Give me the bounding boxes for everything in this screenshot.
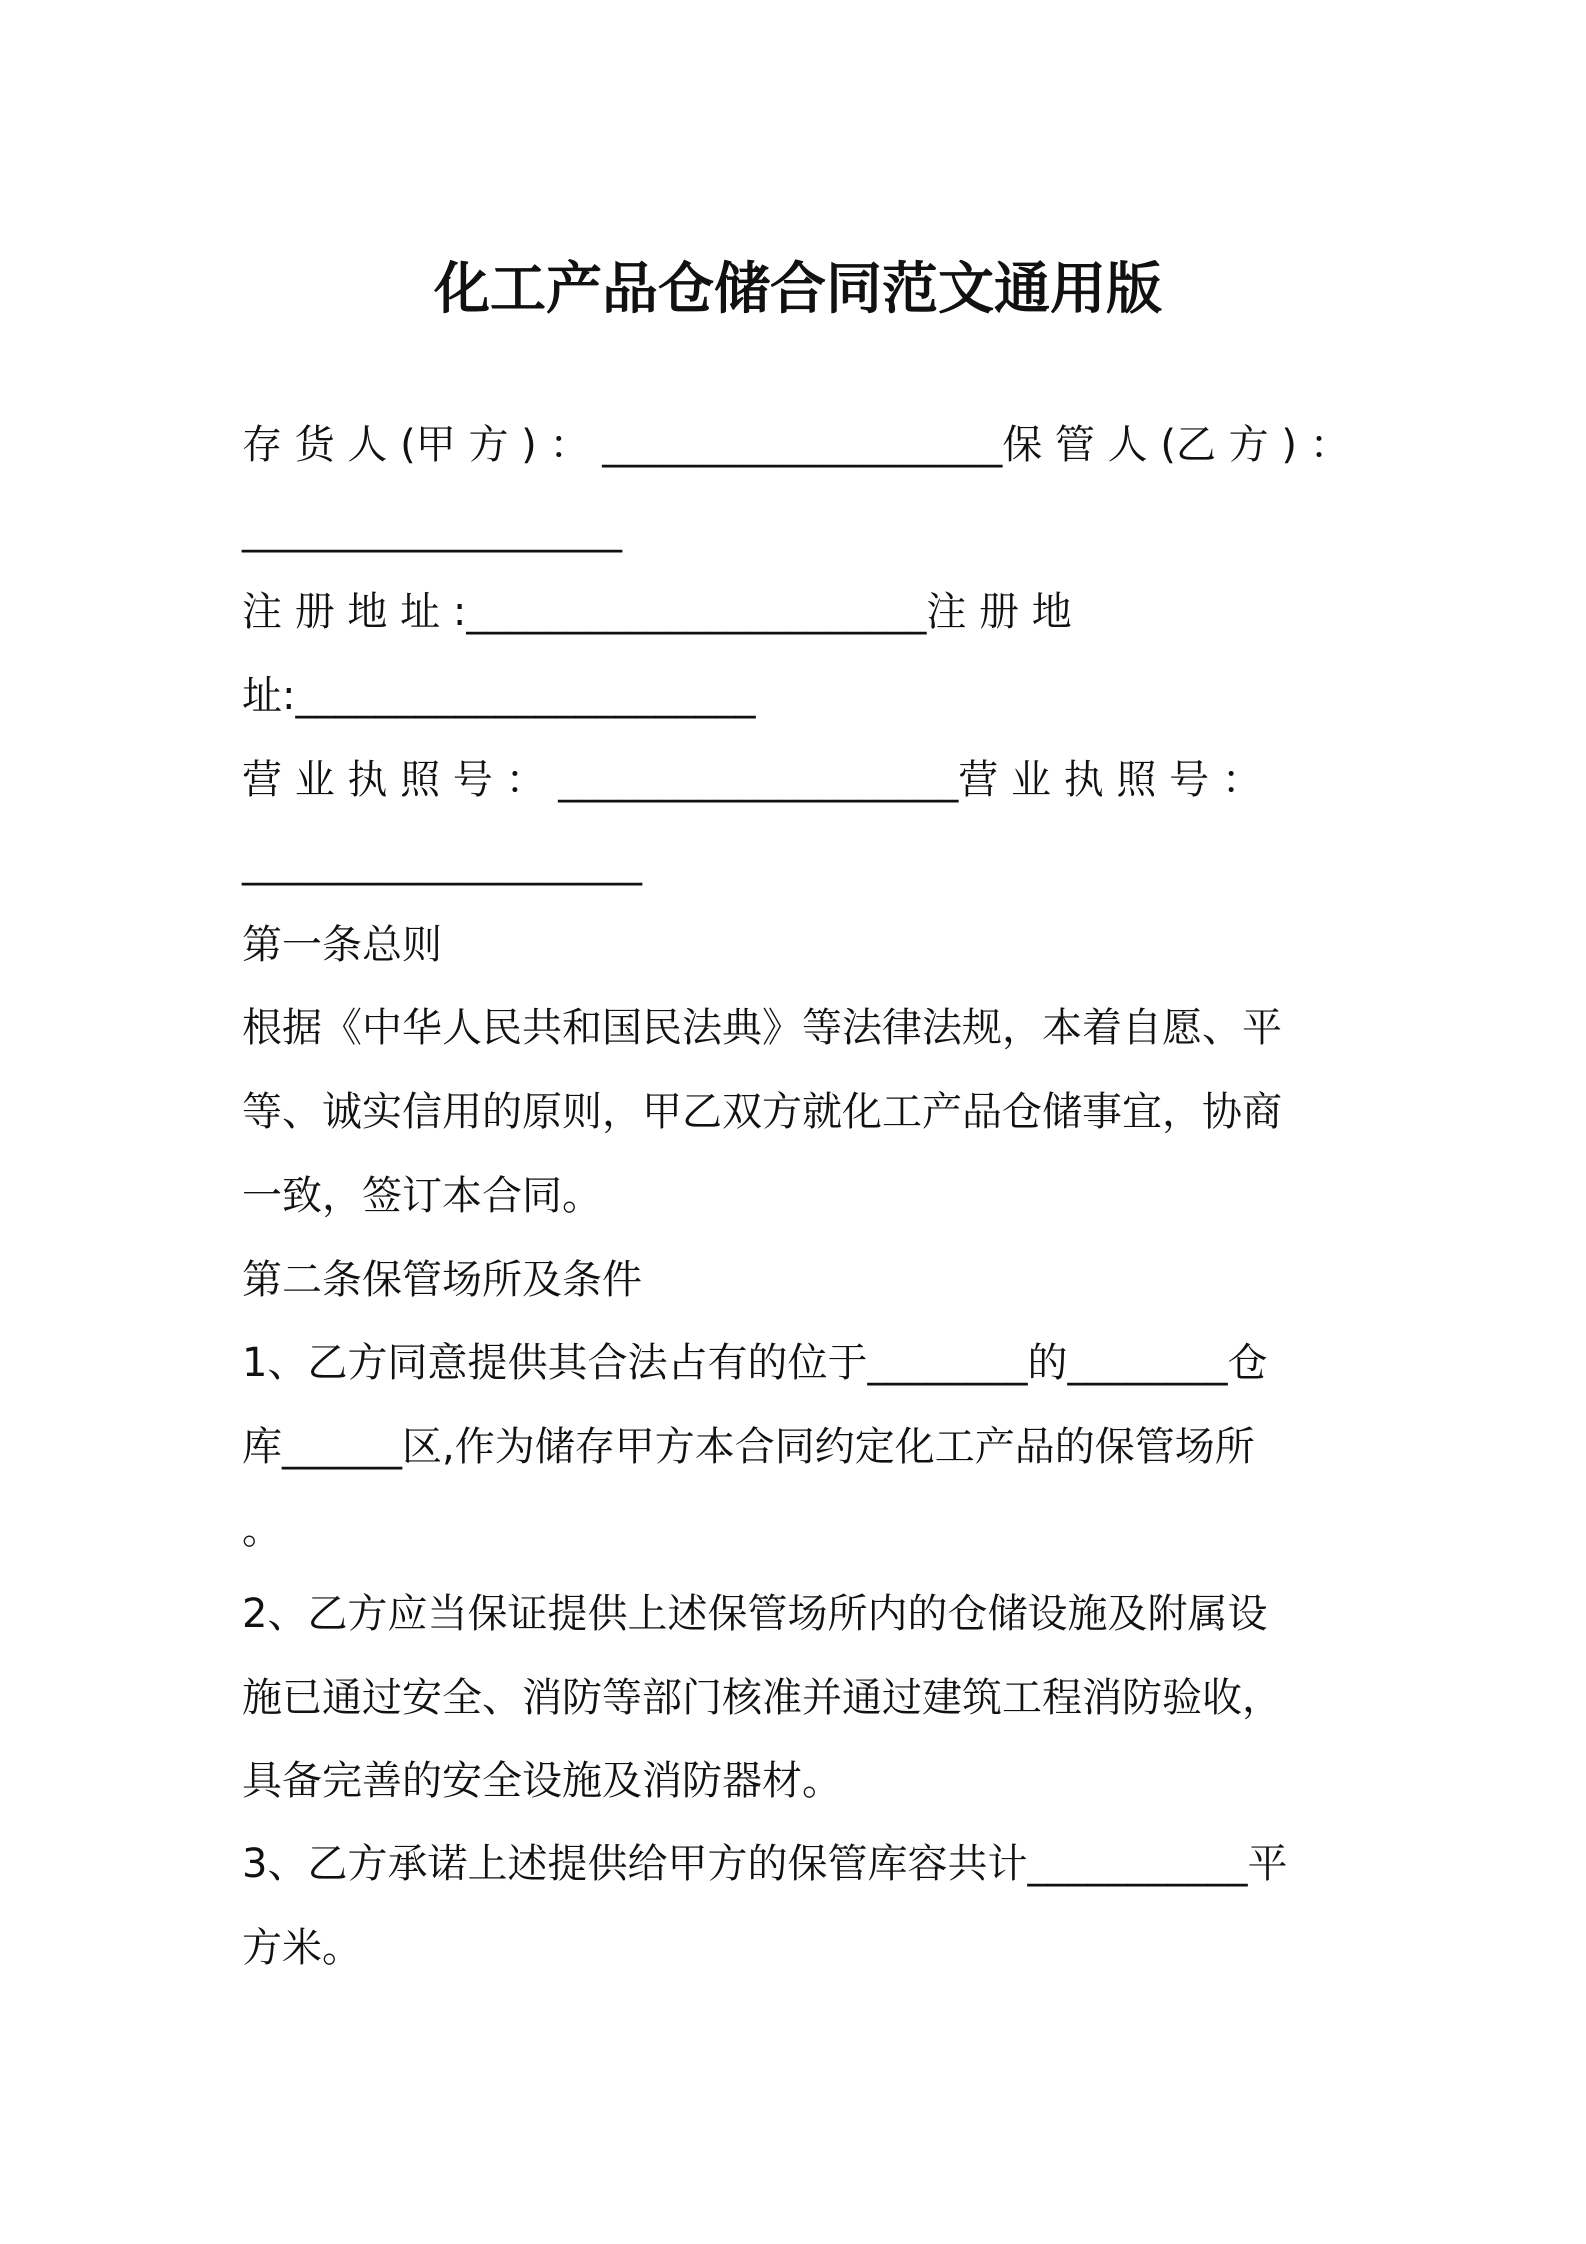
- document-title: 化工产品仓储合同范文通用版: [434, 257, 1162, 322]
- article-1-paragraph-line-3: 一致，签订本合同。: [242, 1173, 602, 1219]
- article-1-paragraph-line-2: 等、诚实信用的原则，甲乙双方就化工产品仓储事宜，协商: [242, 1089, 1282, 1135]
- article-1-paragraph-line-1: 根据《中华人民共和国民法典》等法律法规，本着自愿、平: [242, 1005, 1282, 1051]
- article-2-item-1-line-3: 。: [242, 1507, 282, 1553]
- business-license-line: 营 业 执 照 号 ： ____________________营 业 执 照 号 ：: [242, 757, 1262, 803]
- article-2-item-2-line-1: 2、乙方应当保证提供上述保管场所内的仓储设施及附属设: [242, 1591, 1268, 1637]
- article-2-item-2-line-2: 施已通过安全、消防等部门核准并通过建筑工程消防验收，: [242, 1675, 1282, 1721]
- article-2-item-2-line-3: 具备完善的安全设施及消防器材。: [242, 1758, 842, 1804]
- registered-address-line: 注 册 地 址 :_______________________注 册 地: [242, 589, 1072, 635]
- business-license-blank-line: ____________________: [242, 840, 642, 886]
- article-2-item-1-line-2: 库______区,作为储存甲方本合同约定化工产品的保管场所: [242, 1424, 1255, 1470]
- article-2-item-3-line-1: 3、乙方承诺上述提供给甲方的保管库容共计___________平: [242, 1841, 1288, 1887]
- party-a-b-line: 存 货 人 (甲 方 ) ： ____________________保 管 人 (乙 方 ) ：: [242, 422, 1350, 468]
- registered-address-continued-line: 址:_______________________: [242, 673, 756, 719]
- party-b-blank-line: ___________________: [242, 507, 622, 553]
- article-2-item-3-line-2: 方米。: [242, 1925, 362, 1971]
- article-2-heading: 第二条保管场所及条件: [242, 1257, 642, 1303]
- article-1-heading: 第一条总则: [242, 922, 442, 968]
- article-2-item-1-line-1: 1、乙方同意提供其合法占有的位于________的________仓: [242, 1340, 1268, 1386]
